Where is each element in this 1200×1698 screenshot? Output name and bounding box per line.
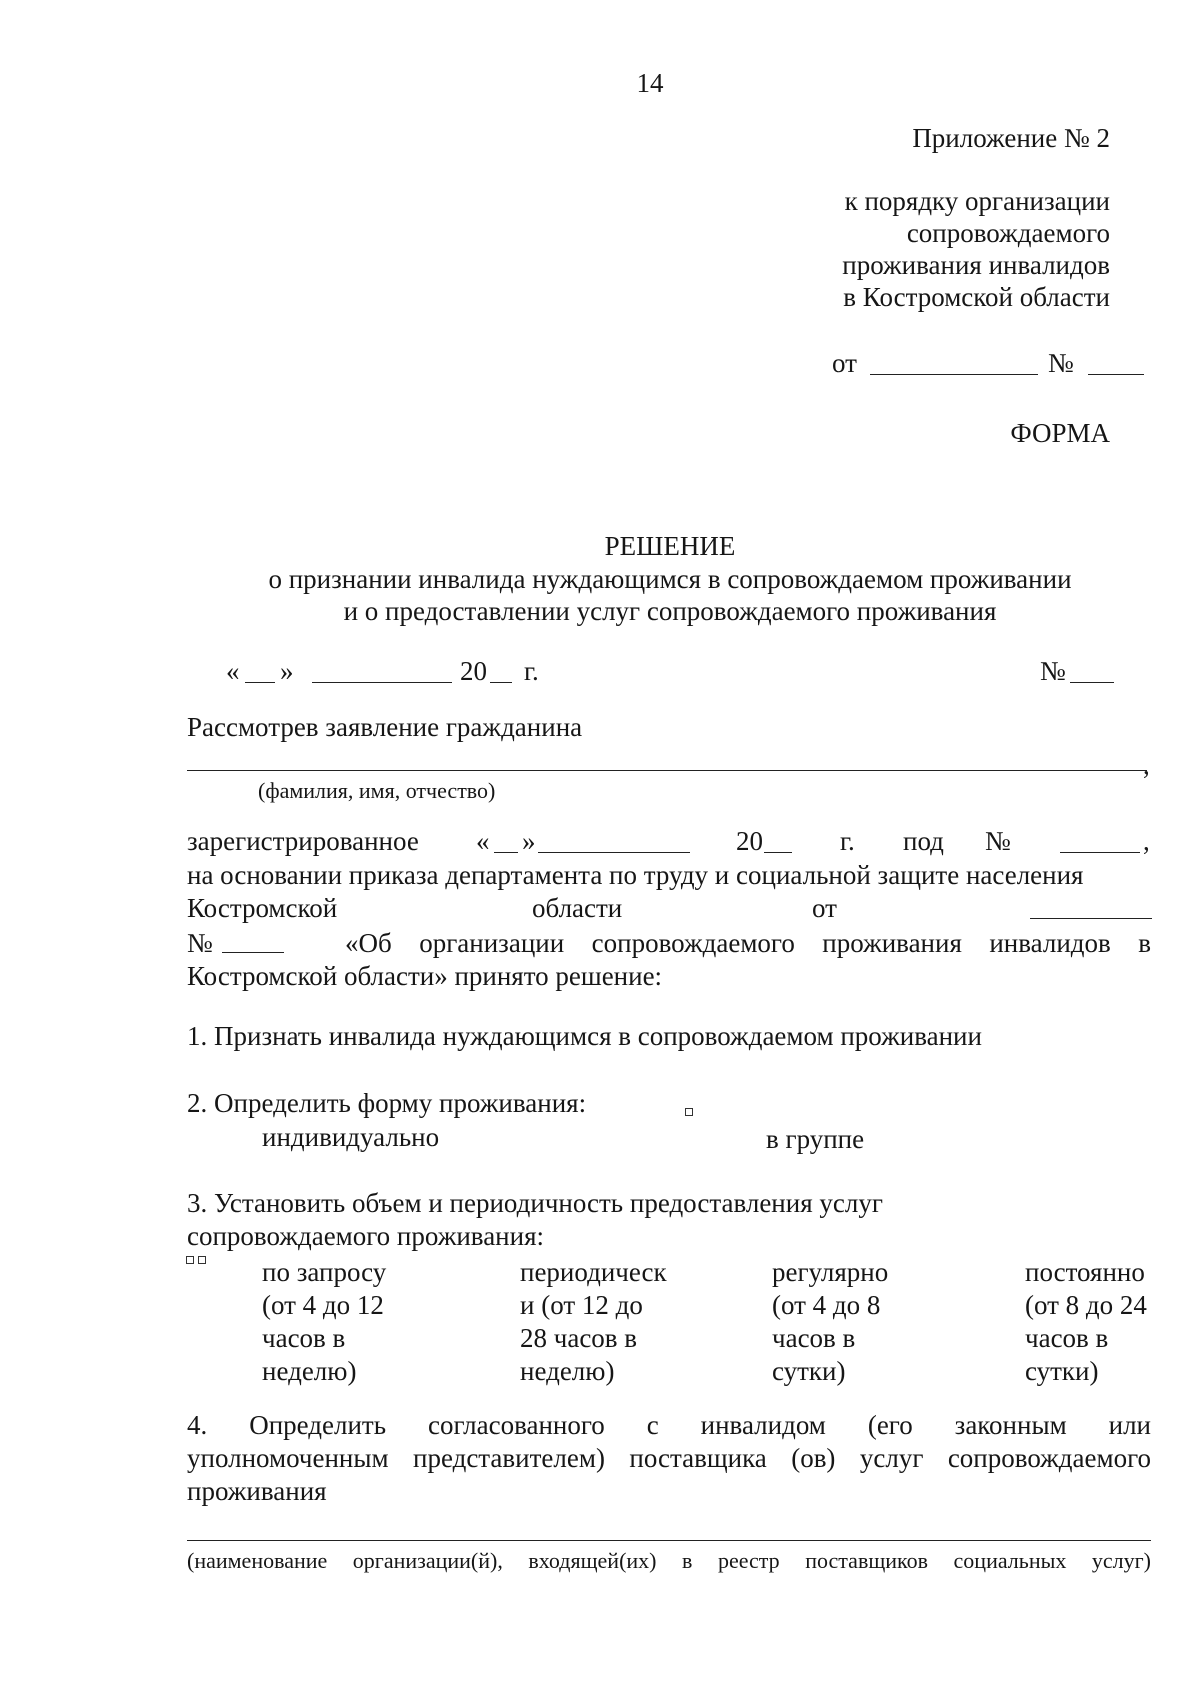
frequency-option-line: (от 8 до 24	[1025, 1290, 1147, 1320]
frequency-option	[520, 1256, 667, 1388]
option-checkbox[interactable]	[198, 1256, 206, 1264]
frequency-option-line: сутки)	[1025, 1356, 1099, 1386]
registered-year-blank	[764, 852, 792, 853]
decision-made: Костромской области» принято решение:	[187, 961, 663, 991]
frequency-option	[772, 1256, 888, 1388]
decision-number-label: №	[1040, 656, 1066, 686]
appendix-line: проживания инвалидов	[842, 250, 1110, 280]
order-title: «Об организации сопровождаемого проживания инвалидов в	[345, 928, 1151, 958]
fio-caption: (фамилия, имя, отчество)	[258, 778, 496, 803]
registered-quote-open: «	[476, 826, 490, 856]
registered-year: 20	[736, 826, 763, 856]
item-4-line-3: проживания	[187, 1476, 327, 1506]
decision-number-blank	[1070, 682, 1114, 683]
appendix-number-blank	[1088, 374, 1144, 375]
option-checkbox[interactable]	[685, 1108, 693, 1116]
frequency-option-line: и (от 12 до	[520, 1290, 643, 1320]
form-label: ФОРМА	[1010, 418, 1110, 448]
item-3-label-1: 3. Установить объем и периодичность предоставления услуг	[187, 1188, 883, 1218]
order-date-blank	[1030, 918, 1152, 919]
registered-num: №	[985, 826, 1011, 856]
frequency-option-line: 28 часов в	[520, 1323, 638, 1353]
page-number: 14	[636, 68, 664, 98]
appendix-number-label: №	[1048, 348, 1074, 378]
ot-word: от	[812, 893, 837, 923]
option-individual: индивидуально	[262, 1122, 440, 1152]
appendix-title: Приложение № 2	[912, 123, 1110, 153]
decision-year-prefix: 20	[460, 656, 487, 686]
order-number-blank	[222, 952, 284, 953]
frequency-option-line: регулярно	[772, 1257, 889, 1287]
registered-pod: под	[903, 826, 944, 856]
appendix-line: в Костромской области	[843, 282, 1110, 312]
registered-g: г.	[840, 826, 855, 856]
basis-line: на основании приказа департамента по труду и социальной защите населения	[187, 860, 1084, 890]
frequency-option	[262, 1256, 386, 1388]
option-group: в группе	[766, 1124, 865, 1154]
frequency-option-line: периодическ	[520, 1257, 667, 1287]
appendix-date-blank	[870, 374, 1038, 375]
item-4-line-2: уполномоченным представителем) поставщика (ов) услуг сопровождаемого	[187, 1443, 1151, 1473]
kostroma-word: Костромской	[187, 893, 338, 923]
frequency-option	[1025, 1256, 1147, 1388]
oblasti-word: области	[532, 893, 623, 923]
option-checkbox[interactable]	[186, 1256, 194, 1264]
provider-blank	[187, 1540, 1151, 1541]
item-4-line-1: 4. Определить согласованного с инвалидом (его законным или	[187, 1410, 1151, 1440]
decision-month-blank	[312, 682, 452, 683]
registered-number-blank	[1060, 852, 1140, 853]
registered-day-blank	[494, 852, 518, 853]
frequency-option-line: неделю)	[520, 1356, 615, 1386]
registered-word: зарегистрированное	[187, 826, 419, 856]
frequency-option-line: часов в	[772, 1323, 856, 1353]
decision-subtitle-1: о признании инвалида нуждающимся в сопровождаемом проживании	[268, 564, 1072, 594]
decision-date-open: «	[226, 656, 240, 686]
frequency-option-line: сутки)	[772, 1356, 846, 1386]
fio-blank	[187, 770, 1147, 771]
decision-year-suffix: г.	[524, 656, 539, 686]
frequency-option-line: постоянно	[1025, 1257, 1145, 1287]
decision-subtitle-2: и о предоставлении услуг сопровождаемого проживания	[343, 596, 997, 626]
frequency-option-line: по запросу	[262, 1257, 387, 1287]
order-num-sign: №	[187, 928, 213, 958]
frequency-option-line: (от 4 до 8	[772, 1290, 881, 1320]
decision-title: РЕШЕНИЕ	[604, 531, 736, 561]
item-1: 1. Признать инвалида нуждающимся в сопровождаемом проживании	[187, 1021, 982, 1051]
appendix-line: к порядку организации	[844, 186, 1110, 216]
frequency-option-line: часов в	[262, 1323, 346, 1353]
item-2-label: 2. Определить форму проживания:	[187, 1088, 587, 1118]
registered-comma: ,	[1143, 826, 1150, 856]
registered-quote-close: »	[522, 826, 536, 856]
appendix-date-label: от	[832, 348, 857, 378]
appendix-line: сопровождаемого	[906, 218, 1110, 248]
decision-day-blank	[245, 682, 275, 683]
provider-caption: (наименование организации(й), входящей(их) в реестр поставщиков социальных услуг)	[187, 1548, 1151, 1573]
frequency-option-line: часов в	[1025, 1323, 1109, 1353]
decision-date-close: »	[280, 656, 294, 686]
frequency-option-line: (от 4 до 12	[262, 1290, 384, 1320]
registered-month-blank	[538, 852, 690, 853]
frequency-option-line: неделю)	[262, 1356, 357, 1386]
decision-year-blank	[490, 682, 512, 683]
fio-comma: ,	[1143, 750, 1150, 780]
considering-text: Рассмотрев заявление гражданина	[187, 712, 583, 742]
item-3-label-2: сопровождаемого проживания:	[187, 1221, 544, 1251]
